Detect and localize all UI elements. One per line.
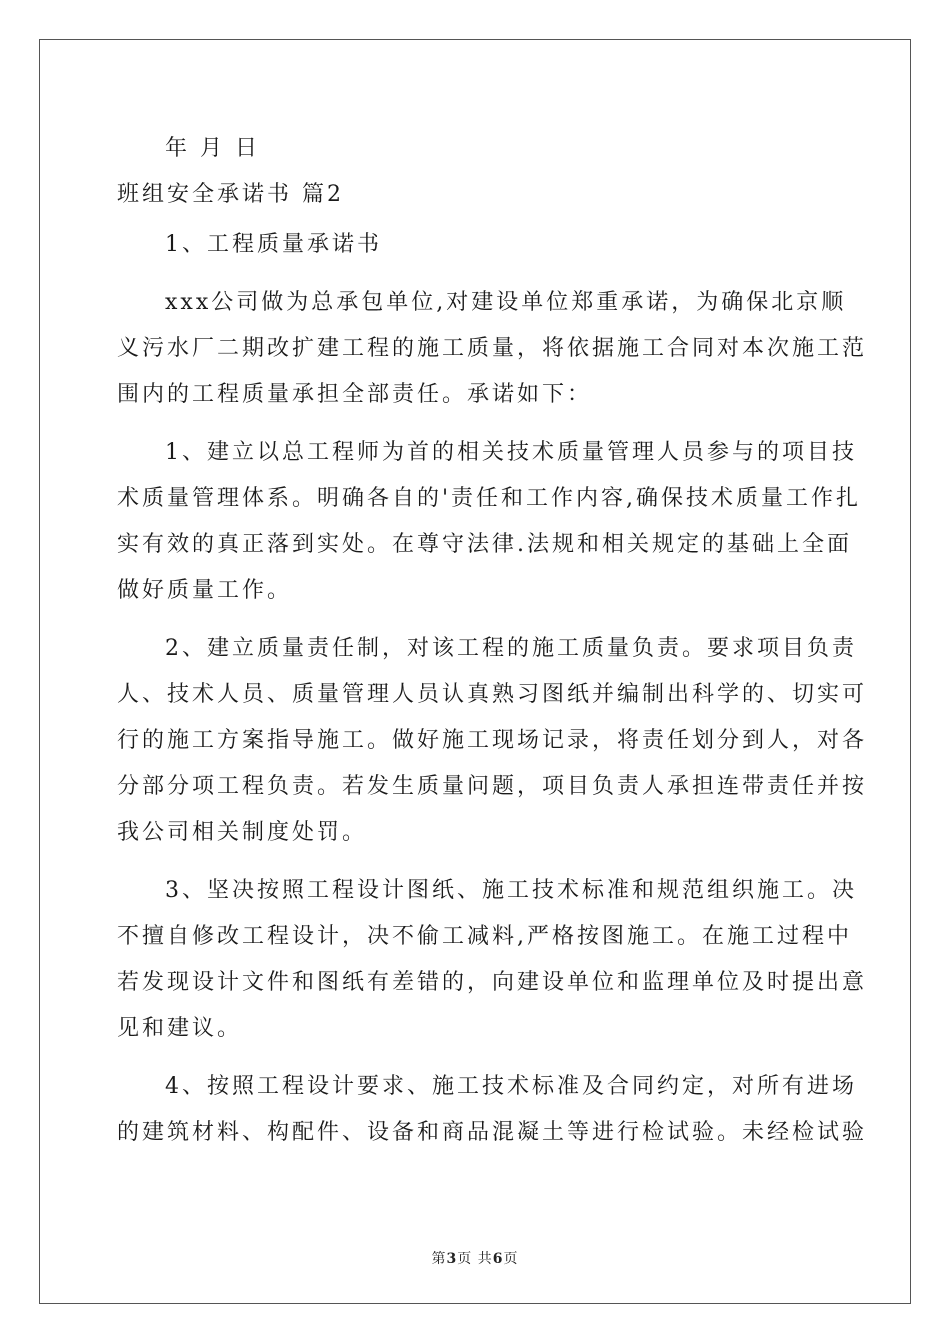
page-footer [0,1248,950,1268]
paragraph-line: 见和建议。 [117,1016,243,1041]
paragraph-line: 2、建立质量责任制，对该工程的施工质量负责。要求项目负责 [165,636,857,661]
paragraph-line: 若发现设计文件和图纸有差错的，向建设单位和监理单位及时提出意 [117,970,868,995]
date-line: 年 月 日 [165,136,260,161]
paragraph-line: 分部分项工程负责。若发生质量问题，项目负责人承担连带责任并按 [117,774,868,799]
document-body [117,126,868,1156]
paragraph-line: 术质量管理体系。明确各自的'责任和工作内容,确保技术质量工作扎 [117,486,862,511]
paragraph-line: 不擅自修改工程设计，决不偷工减料,严格按图施工。在施工过程中 [117,924,852,949]
paragraph [117,626,868,856]
paragraph-line: 我公司相关制度处罚。 [117,820,368,845]
paragraph-line: 人、技术人员、质量管理人员认真熟习图纸并编制出科学的、切实可 [117,682,868,707]
paragraph-line: 3、坚决按照工程设计图纸、施工技术标准和规范组织施工。决 [165,878,857,903]
paragraph [117,430,862,614]
section-title: 班组安全承诺书 篇2 [117,182,344,207]
paragraph [117,868,868,1052]
footer-suffix: 页 [503,1251,519,1267]
paragraph [117,1064,868,1156]
paragraph-line: xxx公司做为总承包单位,对建设单位郑重承诺，为确保北京顺 [165,290,847,315]
paragraph-line: 4、按照工程设计要求、施工技术标准及合同约定，对所有进场 [165,1074,857,1099]
paragraph-line: 实有效的真正落到实处。在尊守法律.法规和相关规定的基础上全面 [117,532,852,557]
paragraph-line: 行的施工方案指导施工。做好施工现场记录，将责任划分到人，对各 [117,728,868,753]
footer-mid: 页 共 [457,1251,493,1267]
paragraph-line: 的建筑材料、构配件、设备和商品混凝土等进行检试验。未经检试验 [117,1120,868,1145]
paragraph-line: 做好质量工作。 [117,578,293,603]
paragraph [117,280,868,418]
paragraph-line: 义污水厂二期改扩建工程的施工质量，将依据施工合同对本次施工范 [117,336,868,361]
paragraph-line: 1、建立以总工程师为首的相关技术质量管理人员参与的项目技 [165,440,857,465]
footer-prefix: 第 [431,1251,447,1267]
item-heading: 1、工程质量承诺书 [165,232,382,257]
footer-total-pages: 6 [492,1251,504,1267]
footer-current-page: 3 [446,1251,458,1267]
paragraph-line: 围内的工程质量承担全部责任。承诺如下： [117,382,593,407]
